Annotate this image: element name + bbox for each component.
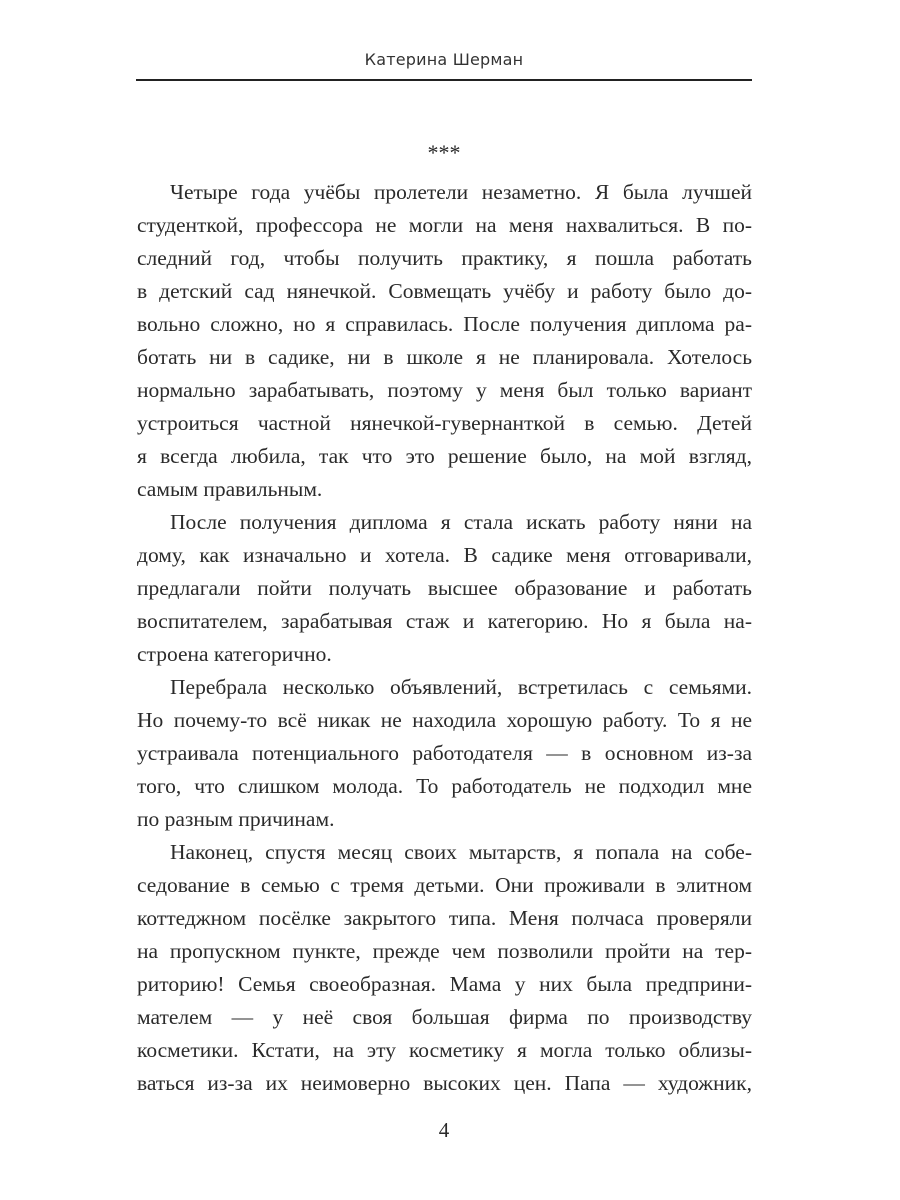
text-line: седование в семью с тремя детьми. Они проживали в элитном (137, 873, 752, 897)
text-line: я всегда любила, так что это решение было, на мой взгляд, (137, 444, 752, 468)
paragraph (137, 671, 752, 836)
text-line: воспитателем, зарабатывая стаж и категорию. Но я была на- (137, 609, 752, 633)
text-line: После получения диплома я стала искать работу няни на (170, 510, 752, 534)
text-line: того, что слишком молода. То работодатель не подходил мне (137, 774, 752, 798)
text-line: нормально зарабатывать, поэтому у меня был только вариант (137, 378, 752, 402)
section-separator: *** (427, 140, 461, 165)
paragraph (137, 506, 752, 671)
running-header-author: Катерина Шерман (364, 50, 524, 69)
text-line: студенткой, профессора не могли на меня нахвалиться. В по- (137, 213, 752, 237)
text-line: предлагали пойти получать высшее образование и работать (137, 576, 752, 600)
text-line: коттеджном посёлке закрытого типа. Меня полчаса проверяли (137, 906, 752, 930)
text-line: строена категорично. (137, 642, 332, 666)
page-number: 4 (438, 1118, 450, 1142)
paragraph (137, 836, 752, 1100)
paragraph (137, 176, 752, 506)
text-line: Перебрала несколько объявлений, встретилась с семьями. (170, 675, 752, 699)
text-line: мателем — у неё своя большая фирма по производству (137, 1005, 752, 1029)
text-line: по разным причинам. (137, 807, 335, 831)
text-line: дому, как изначально и хотела. В садике меня отговаривали, (137, 543, 752, 567)
page-body-text (137, 176, 752, 1100)
text-line: косметики. Кстати, на эту косметику я могла только облизы- (137, 1038, 752, 1062)
text-line: устроиться частной нянечкой-гувернанткой в семью. Детей (137, 411, 752, 435)
text-line: устраивала потенциального работодателя — в основном из-за (137, 741, 752, 765)
text-line: следний год, чтобы получить практику, я пошла работать (137, 246, 752, 270)
text-line: самым правильным. (137, 477, 323, 501)
text-line: ваться из-за их неимоверно высоких цен. Папа — художник, (137, 1071, 752, 1095)
text-line: Наконец, спустя месяц своих мытарств, я попала на собе- (170, 840, 752, 864)
text-line: вольно сложно, но я справилась. После получения диплома ра- (137, 312, 752, 336)
text-line: Четыре года учёбы пролетели незаметно. Я была лучшей (170, 180, 752, 204)
text-line: Но почему-то всё никак не находила хорошую работу. То я не (137, 708, 752, 732)
text-line: ботать ни в садике, ни в школе я не планировала. Хотелось (137, 345, 752, 369)
text-line: риторию! Семья своеобразная. Мама у них была предприни- (137, 972, 752, 996)
text-line: на пропускном пункте, прежде чем позволили пройти на тер- (137, 939, 752, 963)
header-rule (136, 79, 752, 81)
text-line: в детский сад нянечкой. Совмещать учёбу и работу было до- (137, 279, 752, 303)
